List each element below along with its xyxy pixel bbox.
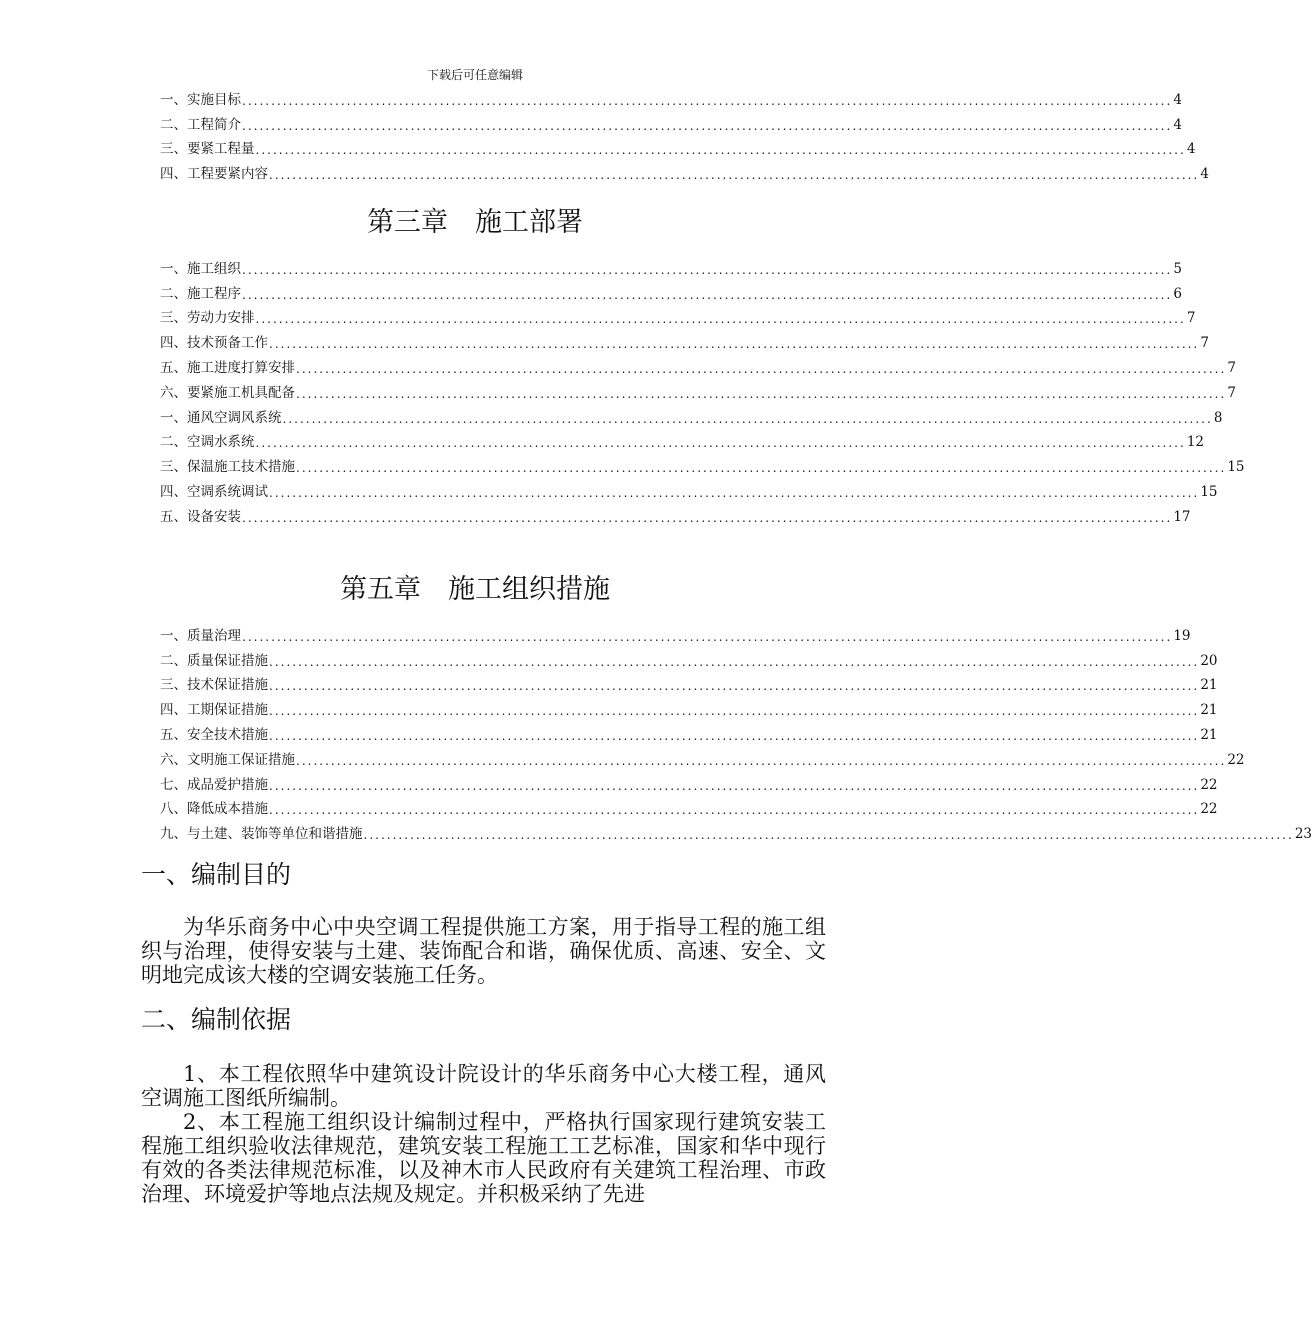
toc-dot-leader: ................................................................................................................................................................ [255, 436, 1186, 451]
toc-entry-page: 20 [1200, 652, 1218, 669]
toc-entry-label: 五、安全技术措施 [160, 726, 268, 743]
toc-entry-label: 一、实施目标 [160, 91, 241, 108]
toc-entry-page: 7 [1200, 335, 1209, 352]
toc-entry[interactable] [160, 401, 1223, 426]
toc-entry[interactable] [160, 619, 1191, 644]
toc-entry-label: 二、质量保证措施 [160, 652, 268, 669]
toc-entry-page: 22 [1200, 801, 1218, 818]
toc-entry[interactable] [160, 302, 1196, 327]
toc-entry[interactable] [160, 693, 1218, 719]
toc-dot-leader: ................................................................................................................................................................ [242, 287, 1173, 302]
toc-entry-label: 二、工程简介 [160, 116, 241, 133]
toc-entry-page: 5 [1173, 260, 1182, 277]
toc-entry-page: 6 [1173, 285, 1182, 302]
toc-dot-leader: ................................................................................................................................................................ [269, 728, 1200, 743]
toc-dot-leader: ................................................................................................................................................................ [296, 461, 1227, 476]
toc-entry-label: 一、质量治理 [160, 627, 241, 644]
toc-entry[interactable] [160, 277, 1182, 302]
toc-entry-label: 三、技术保证措施 [160, 677, 268, 694]
toc-entry[interactable] [160, 475, 1218, 500]
toc-dot-leader: ................................................................................................................................................................ [296, 753, 1227, 768]
toc-entry-label: 三、要紧工程量 [160, 141, 255, 158]
section-1-paragraph-text: 为华乐商务中心中央空调工程提供施工方案，用于指导工程的施工组织与治理，使得安装与土建、装饰配合和谐，确保优质、高速、安全、文明地完成该大楼的空调安装施工任务。 [141, 915, 826, 987]
toc-entry[interactable] [160, 450, 1245, 476]
toc-entry[interactable] [160, 376, 1236, 401]
toc-entry[interactable] [160, 669, 1218, 694]
section-1-title: 一、编制目的 [141, 860, 292, 889]
toc-dot-leader: ................................................................................................................................................................ [269, 168, 1200, 183]
toc-dot-leader: ................................................................................................................................................................ [296, 361, 1227, 376]
toc-entry[interactable] [160, 817, 1312, 843]
toc-entry-label: 二、空调水系统 [160, 434, 255, 451]
toc-entry[interactable] [160, 718, 1218, 743]
toc-entry[interactable] [160, 644, 1218, 669]
toc-entry[interactable] [160, 326, 1209, 352]
toc-entry-label: 一、施工组织 [160, 260, 241, 277]
toc-entry-label: 四、空调系统调试 [160, 483, 268, 500]
toc-entry[interactable] [160, 743, 1245, 768]
toc-dot-leader: ................................................................................................................................................................ [242, 118, 1173, 133]
toc-group-3 [160, 619, 1312, 843]
toc-entry-page: 22 [1227, 751, 1245, 768]
toc-entry-page: 17 [1173, 508, 1191, 525]
toc-entry-page: 15 [1200, 483, 1218, 500]
section-2-paragraph-1-text: 1、本工程依照华中建筑设计院设计的华乐商务中心大楼工程，通风空调施工图纸所编制。 [141, 1062, 826, 1110]
toc-dot-leader: ................................................................................................................................................................ [255, 312, 1186, 327]
toc-entry-page: 19 [1173, 627, 1191, 644]
toc-dot-leader: ................................................................................................................................................................ [269, 654, 1200, 669]
toc-entry-page: 7 [1227, 384, 1236, 401]
toc-group-1 [160, 83, 1209, 183]
toc-dot-leader: ................................................................................................................................................................ [296, 386, 1227, 401]
toc-entry-label: 四、工程要紧内容 [160, 166, 268, 183]
toc-entry-page: 22 [1200, 776, 1218, 793]
page-header: 下载后可任意编辑 [426, 68, 523, 82]
toc-entry-page: 12 [1186, 434, 1204, 451]
toc-entry-page: 7 [1227, 359, 1236, 376]
toc-entry-page: 23 [1294, 826, 1312, 843]
toc-dot-leader: ................................................................................................................................................................ [242, 510, 1173, 525]
toc-entry-label: 六、要紧施工机具配备 [160, 384, 295, 401]
toc-dot-leader: ................................................................................................................................................................ [269, 485, 1200, 500]
toc-entry-page: 21 [1200, 702, 1218, 719]
toc-entry-label: 六、文明施工保证措施 [160, 751, 295, 768]
toc-entry-label: 八、降低成本措施 [160, 801, 268, 818]
toc-dot-leader: ................................................................................................................................................................ [282, 411, 1213, 426]
chapter-3-heading: 第三章 施工部署 [367, 207, 583, 238]
toc-entry-label: 四、技术预备工作 [160, 335, 268, 352]
section-2-title: 二、编制依据 [141, 1005, 292, 1034]
toc-entry[interactable] [160, 157, 1209, 183]
toc-entry-label: 二、施工程序 [160, 285, 241, 302]
toc-entry-label: 三、劳动力安排 [160, 310, 255, 327]
toc-entry-page: 8 [1213, 409, 1223, 426]
toc-entry[interactable] [160, 252, 1182, 277]
toc-entry-page: 4 [1173, 116, 1182, 133]
toc-entry-label: 五、设备安装 [160, 508, 241, 525]
toc-entry[interactable] [160, 133, 1196, 158]
toc-dot-leader: ................................................................................................................................................................ [242, 629, 1173, 644]
toc-entry-label: 四、工期保证措施 [160, 702, 268, 719]
toc-entry-page: 7 [1186, 310, 1196, 327]
section-2-paragraph-2 [141, 1110, 826, 1206]
toc-dot-leader: ................................................................................................................................................................ [255, 143, 1186, 158]
toc-entry[interactable] [160, 793, 1218, 818]
toc-group-2 [160, 252, 1245, 525]
toc-entry-page: 4 [1186, 141, 1196, 158]
toc-dot-leader: ................................................................................................................................................................ [363, 828, 1294, 843]
toc-dot-leader: ................................................................................................................................................................ [269, 803, 1200, 818]
toc-entry-page: 21 [1200, 726, 1218, 743]
toc-dot-leader: ................................................................................................................................................................ [269, 778, 1200, 793]
toc-entry-label: 五、施工进度打算安排 [160, 359, 295, 376]
toc-entry[interactable] [160, 768, 1218, 793]
toc-dot-leader: ................................................................................................................................................................ [242, 262, 1173, 277]
toc-entry-page: 21 [1200, 677, 1218, 694]
toc-entry-label: 九、与土建、装饰等单位和谐措施 [160, 826, 363, 843]
section-2-paragraph-2-text: 2、本工程施工组织设计编制过程中，严格执行国家现行建筑安装工程施工组织验收法律规范，建筑安装工程施工工艺标准，国家和华中现行有效的各类法律规范标准，以及神木市人民政府有关建筑工程治理、市政治理、环境爱护等地点法规及规定。并积极采纳了先进 [141, 1110, 826, 1206]
toc-entry[interactable] [160, 426, 1204, 451]
section-1-paragraph [141, 915, 826, 987]
toc-entry-page: 4 [1173, 91, 1182, 108]
toc-dot-leader: ................................................................................................................................................................ [269, 337, 1200, 352]
toc-dot-leader: ................................................................................................................................................................ [242, 93, 1173, 108]
toc-entry-label: 三、保温施工技术措施 [160, 459, 295, 476]
toc-entry-page: 15 [1227, 459, 1245, 476]
toc-dot-leader: ................................................................................................................................................................ [269, 704, 1200, 719]
toc-entry[interactable] [160, 83, 1182, 108]
toc-entry-page: 4 [1200, 166, 1209, 183]
toc-entry[interactable] [160, 500, 1191, 525]
toc-entry-label: 一、通风空调风系统 [160, 409, 282, 426]
toc-dot-leader: ................................................................................................................................................................ [269, 679, 1200, 694]
toc-entry[interactable] [160, 108, 1182, 133]
section-2-paragraph-1 [141, 1062, 826, 1110]
toc-entry-label: 七、成品爱护措施 [160, 776, 268, 793]
toc-entry[interactable] [160, 351, 1236, 376]
chapter-5-heading: 第五章 施工组织措施 [340, 574, 610, 605]
